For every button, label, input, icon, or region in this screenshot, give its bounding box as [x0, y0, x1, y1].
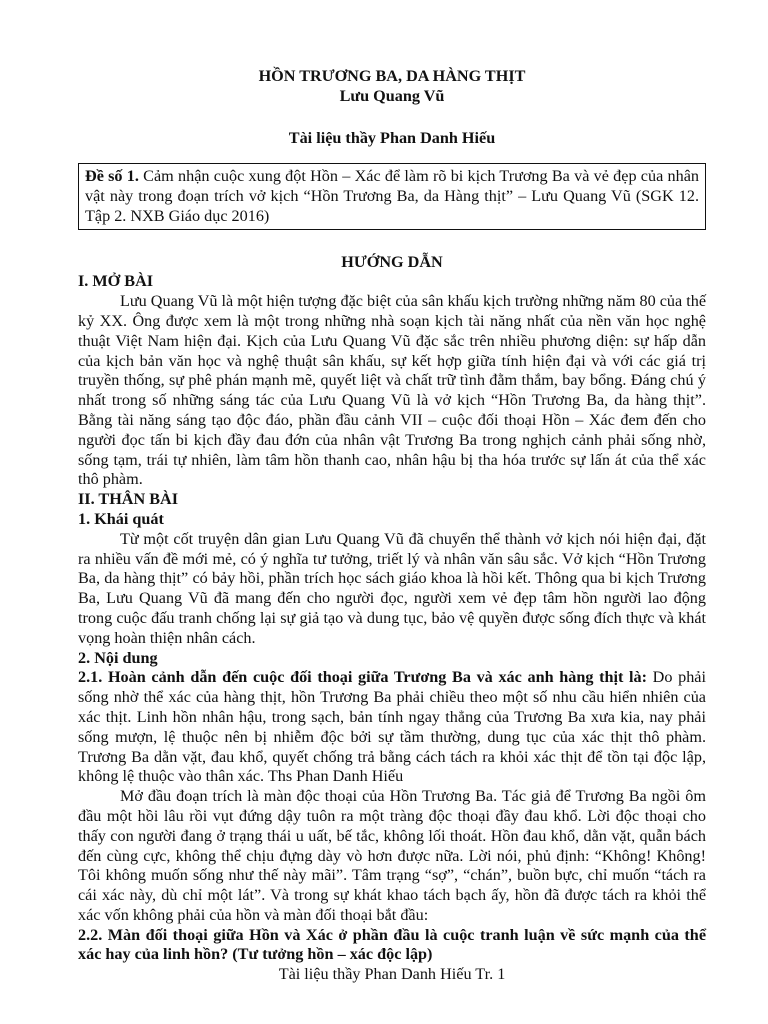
- subsection-overview-heading: 1. Khái quát: [78, 509, 164, 528]
- task-box: [78, 163, 706, 230]
- subsection-2-2-heading: 2.2. Màn đối thoại giữa Hồn và Xác ở phần đầu là cuộc tranh luận về sức mạnh của thể xác hay của linh hồn? (Tư tưởng hồn – xác độc lập): [78, 925, 706, 964]
- section-intro-paragraph: Lưu Quang Vũ là một hiện tượng đặc biệt của sân khấu kịch trường những năm 80 của thế kỷ XX. Ông được xem là một trong những nhà soạn kịch tài năng nhất của nền văn học nghệ thuật Việt Nam hiện đại. Kịch của Lưu Quang Vũ đặc sắc trên nhiều phương diện: sự hấp dẫn của kịch bản văn học và nghệ thuật sân khấu, sự kết hợp giữa tính hiện đại và với các giá trị truyền thống, sự phê phán mạnh mẽ, quyết liệt và chất trữ tình đằm thắm, bay bổng. Đáng chú ý nhất trong số những sáng tác của Lưu Quang Vũ là vở kịch “Hồn Trương Ba, da hàng thịt”. Bằng tài năng sáng tạo độc đáo, phần đầu cảnh VII – cuộc đối thoại Hồn – Xác đem đến cho người đọc tấn bi kịch đầy đau đớn của nhân vật Trương Ba trong nghịch cảnh phải sống nhờ, sống tạm, trái tự nhiên, làm tâm hồn thanh cao, nhân hậu bị tha hóa trước sự lấn át của thể xác thô phàm.: [78, 292, 706, 489]
- document-page: [78, 66, 706, 985]
- subsection-overview-paragraph: Từ một cốt truyện dân gian Lưu Quang Vũ đã chuyển thể thành vở kịch nói hiện đại, đặt ra nhiều vấn đề mới mẻ, có ý nghĩa tư tưởng, triết lý và nhân văn sâu sắc. Vở kịch “Hồn Trương Ba, da hàng thịt” có bảy hồi, phần trích học sách giáo khoa là hồi kết. Thông qua bi kịch Trương Ba, Lưu Quang Vũ đã mang đến cho người đọc, người xem vẻ đẹp tâm hồn người lao động trong cuộc đấu tranh chống lại sự giả tạo và dung tục, bảo vệ quyền được sống đích thực và khát vọng hoàn thiện nhân cách.: [78, 529, 706, 647]
- document-author: Lưu Quang Vũ: [339, 87, 445, 105]
- subsection-2-1-heading: 2.1. Hoàn cảnh dẫn đến cuộc đối thoại giữa Trương Ba và xác anh hàng thịt là:: [78, 668, 648, 687]
- monologue-paragraph: Mở đầu đoạn trích là màn độc thoại của Hồn Trương Ba. Tác giả để Trương Ba ngồi ôm đầu một hồi lâu rồi vụt đứng dậy tuôn ra một tràng độc thoại đầy đau khổ. Lời độc thoại cho thấy con người đang ở trạng thái u uất, bế tắc, không lối thoát. Hồn đau khổ, dằn vặt, quẫn bách đến cùng cực, không thể chịu đựng dày vò hơn được nữa. Lời nói, phủ định: “Không! Không! Tôi không muốn sống như thế này mãi”. Tâm trạng “sợ”, “chán”, buồn bực, chỉ muốn “tách ra cái xác này, dù chỉ một lát”. Và trong sự khát khao tách bạch ấy, hồn đã được tách ra khỏi thể xác vốn không phải của hồn và màn đối thoại bắt đầu:: [78, 787, 706, 924]
- task-label: Đề số 1.: [85, 167, 139, 185]
- subsection-2-1-paragraph: [78, 668, 706, 787]
- guide-heading: HƯỚNG DẪN: [341, 253, 443, 272]
- task-text: Cảm nhận cuộc xung đột Hồn – Xác để làm rõ bi kịch Trương Ba và vẻ đẹp của nhân vật này trong đoạn trích vở kịch “Hồn Trương Ba, da Hàng thịt” – Lưu Quang Vũ (SGK 12. Tập 2. NXB Giáo dục 2016): [85, 167, 699, 225]
- section-body-heading: II. THÂN BÀI: [78, 490, 179, 509]
- subsection-2-1-text: Do phải sống nhờ thể xác của hàng thịt, hồn Trương Ba phải chiều theo một số nhu cầu hiển nhiên của xác thịt. Linh hồn nhân hậu, trong sạch, bản tính ngay thẳng của Trương Ba xưa kia, nay phải sống mượn, lệ thuộc nên bị nhiễm độc bởi sự tầm thường, dung tục của xác thịt thô phàm. Trương Ba dằn vặt, đau khổ, quyết chống trả bằng cách tách ra khỏi xác thịt để tồn tại độc lập, không lệ thuộc vào thân xác. Ths Phan Danh Hiếu: [78, 668, 706, 786]
- document-title: HỒN TRƯƠNG BA, DA HÀNG THỊT: [258, 67, 526, 85]
- section-intro-heading: I. MỞ BÀI: [78, 272, 154, 291]
- page-footer: Tài liệu thầy Phan Danh Hiếu Tr. 1: [278, 965, 506, 984]
- subsection-content-heading: 2. Nội dung: [78, 648, 158, 667]
- document-source: Tài liệu thầy Phan Danh Hiếu: [288, 129, 496, 147]
